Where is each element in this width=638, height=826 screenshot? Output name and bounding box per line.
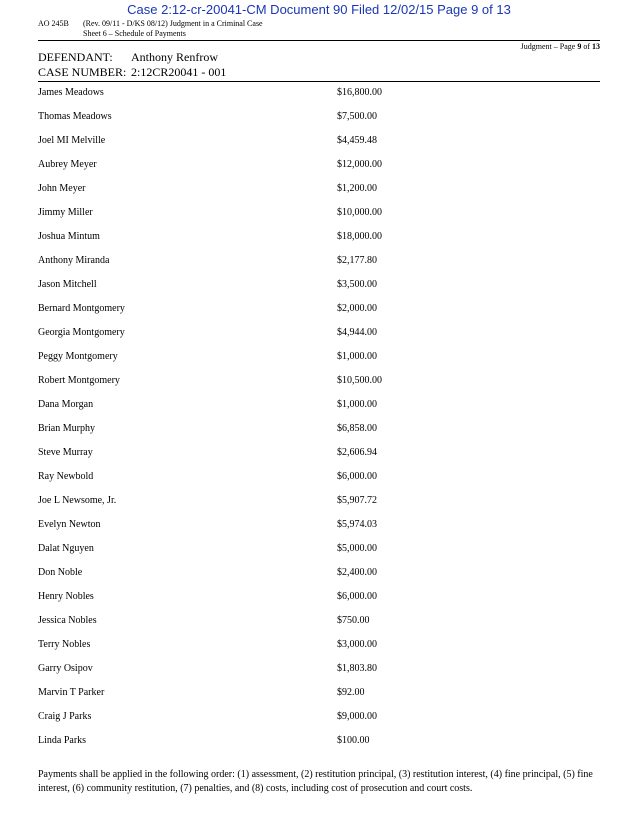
payee-name: Joe L Newsome, Jr. xyxy=(38,495,117,506)
payee-name: Jason Mitchell xyxy=(38,279,97,290)
payee-row xyxy=(38,663,600,687)
case-number-label: CASE NUMBER: xyxy=(38,65,127,79)
payee-name: Jessica Nobles xyxy=(38,615,97,626)
payee-name: Terry Nobles xyxy=(38,639,91,650)
payee-row xyxy=(38,303,600,327)
payee-amount: $100.00 xyxy=(337,735,370,746)
payee-amount: $6,000.00 xyxy=(337,471,377,482)
payee-name: Craig J Parks xyxy=(38,711,92,722)
payee-row xyxy=(38,207,600,231)
payee-amount: $2,606.94 xyxy=(337,447,377,458)
payee-amount: $7,500.00 xyxy=(337,111,377,122)
payee-name: Garry Osipov xyxy=(38,663,93,674)
payee-name: Joshua Mintum xyxy=(38,231,100,242)
payee-amount: $1,000.00 xyxy=(337,399,377,410)
payee-row xyxy=(38,639,600,663)
payee-amount: $1,000.00 xyxy=(337,351,377,362)
payee-amount: $5,000.00 xyxy=(337,543,377,554)
form-revision: (Rev. 09/11 - D/KS 08/12) Judgment in a Criminal Case xyxy=(83,19,263,28)
payee-row xyxy=(38,447,600,471)
payee-name: Peggy Montgomery xyxy=(38,351,118,362)
payee-row xyxy=(38,231,600,255)
payee-row xyxy=(38,351,600,375)
payee-row xyxy=(38,711,600,735)
payee-name: Don Noble xyxy=(38,567,83,578)
payee-name: Joel MI Melville xyxy=(38,135,106,146)
form-code: AO 245B xyxy=(38,19,69,28)
payee-row xyxy=(38,591,600,615)
payee-amount: $750.00 xyxy=(337,615,370,626)
payee-name: Ray Newbold xyxy=(38,471,94,482)
payee-name: Georgia Montgomery xyxy=(38,327,125,338)
page-number: 9 xyxy=(577,42,582,51)
payee-amount: $6,858.00 xyxy=(337,423,377,434)
payee-name: Robert Montgomery xyxy=(38,375,120,386)
payee-name: Anthony Miranda xyxy=(38,255,110,266)
payee-amount: $4,459.48 xyxy=(337,135,377,146)
judgment-page-info xyxy=(521,42,600,51)
payee-name: Henry Nobles xyxy=(38,591,94,602)
defendant-block xyxy=(38,50,226,80)
payee-row xyxy=(38,87,600,111)
page-total: 13 xyxy=(592,42,600,51)
payee-name: Dana Morgan xyxy=(38,399,94,410)
payee-name: James Meadows xyxy=(38,87,104,98)
payee-list xyxy=(38,87,600,759)
payee-amount: $5,907.72 xyxy=(337,495,377,506)
payee-row xyxy=(38,159,600,183)
payee-amount: $3,500.00 xyxy=(337,279,377,290)
payment-order-note: Payments shall be applied in the following order: (1) assessment, (2) restitution principal, (3) restitution interest, (4) fine principal, (5) fine interest, (6) community restitution, (7) penalties, and (8) costs, including cost of prosecution and court costs. xyxy=(38,769,593,794)
payee-name: Marvin T Parker xyxy=(38,687,105,698)
court-filing-stamp: Case 2:12-cr-20041-CM Document 90 Filed 12/02/15 Page 9 of 13 xyxy=(127,2,511,17)
payee-name: Brian Murphy xyxy=(38,423,95,434)
payee-name: Bernard Montgomery xyxy=(38,303,125,314)
payee-row xyxy=(38,615,600,639)
payee-amount: $2,400.00 xyxy=(337,567,377,578)
payee-amount: $18,000.00 xyxy=(337,231,382,242)
payee-row xyxy=(38,471,600,495)
payee-row xyxy=(38,135,600,159)
payee-amount: $16,800.00 xyxy=(337,87,382,98)
page-info-of: of xyxy=(581,42,592,51)
payee-row xyxy=(38,687,600,711)
payee-row xyxy=(38,543,600,567)
case-number: 2:12CR20041 - 001 xyxy=(131,65,227,79)
payee-amount: $9,000.00 xyxy=(337,711,377,722)
form-sheet: Sheet 6 – Schedule of Payments xyxy=(83,29,186,38)
payee-amount: $10,500.00 xyxy=(337,375,382,386)
payee-amount: $10,000.00 xyxy=(337,207,382,218)
payee-name: Evelyn Newton xyxy=(38,519,101,530)
payee-amount: $2,177.80 xyxy=(337,255,377,266)
payee-name: Thomas Meadows xyxy=(38,111,112,122)
payee-name: John Meyer xyxy=(38,183,86,194)
payee-amount: $5,974.03 xyxy=(337,519,377,530)
defendant-name: Anthony Renfrow xyxy=(131,50,218,64)
payee-amount: $4,944.00 xyxy=(337,327,377,338)
payee-row xyxy=(38,567,600,591)
payee-amount: $12,000.00 xyxy=(337,159,382,170)
payee-amount: $6,000.00 xyxy=(337,591,377,602)
payee-row xyxy=(38,423,600,447)
payee-row xyxy=(38,327,600,351)
payee-amount: $92.00 xyxy=(337,687,365,698)
payee-row xyxy=(38,399,600,423)
payee-name: Steve Murray xyxy=(38,447,93,458)
payee-row xyxy=(38,111,600,135)
defendant-rule xyxy=(38,81,600,82)
payee-name: Dalat Nguyen xyxy=(38,543,94,554)
payee-name: Aubrey Meyer xyxy=(38,159,97,170)
payee-amount: $1,200.00 xyxy=(337,183,377,194)
payee-name: Linda Parks xyxy=(38,735,87,746)
payee-amount: $3,000.00 xyxy=(337,639,377,650)
page-info-prefix: Judgment – Page xyxy=(520,42,578,51)
payee-row xyxy=(38,279,600,303)
payee-row xyxy=(38,375,600,399)
payee-amount: $1,803.80 xyxy=(337,663,377,674)
payee-row xyxy=(38,255,600,279)
payee-row xyxy=(38,519,600,543)
payee-row xyxy=(38,183,600,207)
payee-name: Jimmy Miller xyxy=(38,207,93,218)
payee-amount: $2,000.00 xyxy=(337,303,377,314)
form-header xyxy=(38,19,263,38)
header-rule xyxy=(38,40,600,41)
payee-row xyxy=(38,735,600,759)
defendant-label: DEFENDANT: xyxy=(38,50,113,64)
payee-row xyxy=(38,495,600,519)
